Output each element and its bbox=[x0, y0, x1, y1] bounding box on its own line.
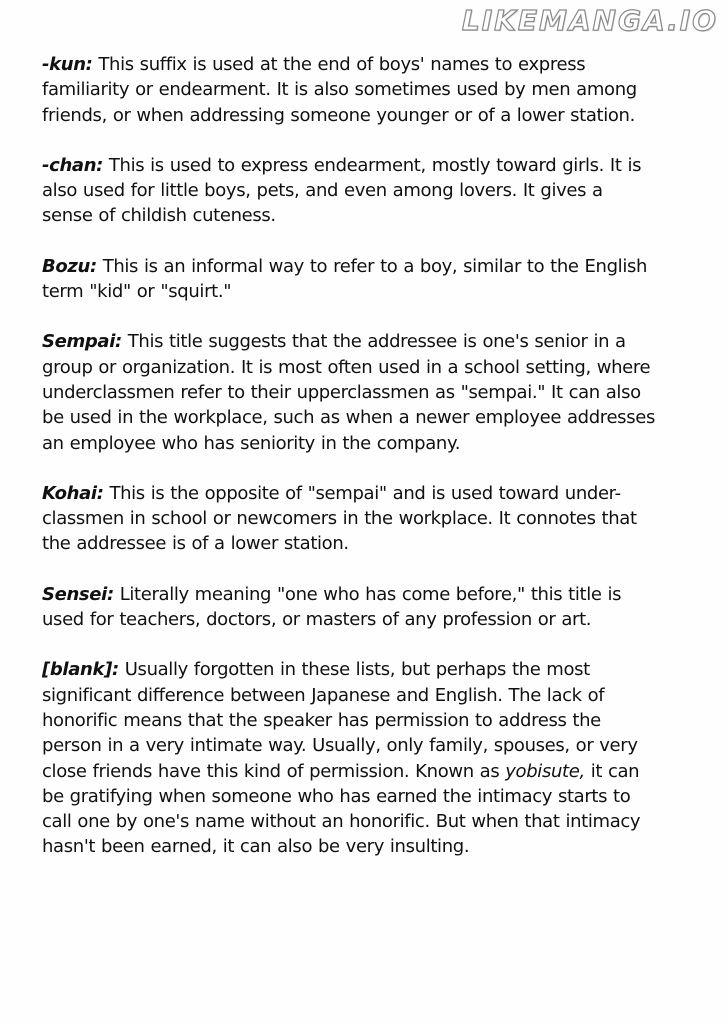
term-sempai: Sempai: bbox=[42, 331, 122, 353]
term-yobisute: yobisute, bbox=[505, 760, 585, 782]
definition-bozu: This is an informal way to refer to a boy, similar to the English term "kid" or "squirt." bbox=[42, 255, 648, 303]
definition-chan: This is used to express endearment, mostly toward girls. It is also used for little boys, pets, and even among lovers. It gives a sense of childish cuteness. bbox=[42, 154, 642, 227]
definition-sempai: This title suggests that the addressee is one's senior in a group or organization. It is most often used in a school setting, where underclassmen refer to their upperclassmen as "sempai." It can also be used in the workplace, such as when a newer employee addresses an employee who has seniority in the company. bbox=[42, 331, 655, 454]
glossary-entry-bozu bbox=[42, 254, 657, 305]
glossary-entry-blank bbox=[42, 657, 657, 859]
term-chan: -chan: bbox=[42, 154, 104, 176]
glossary-entry-sensei bbox=[42, 582, 657, 633]
term-bozu: Bozu: bbox=[42, 255, 97, 277]
glossary-entry-sempai bbox=[42, 329, 657, 455]
glossary-entry-kohai bbox=[42, 481, 657, 557]
watermark-logo: LIKEMANGA.IO bbox=[461, 4, 718, 37]
term-sensei: Sensei: bbox=[42, 583, 114, 605]
term-kun: -kun: bbox=[42, 54, 93, 75]
term-blank: [blank]: bbox=[42, 659, 119, 681]
glossary-entry-chan bbox=[42, 153, 657, 229]
definition-kun: This suffix is used at the end of boys' names to express familiarity or endearment. It is also sometimes used by men among friends, or when addressing someone younger or of a lower station. bbox=[42, 54, 637, 126]
definition-kohai: This is the opposite of "sempai" and is used toward under-classmen in school or newcomers in the workplace. It connotes that the addressee is of a lower station. bbox=[42, 482, 637, 555]
definition-blank-part-2: it can be gratifying when someone who has earned the intimacy starts to call one by one's name without an honorific. But when that intimacy hasn't been earned, it can also be very insulting. bbox=[42, 760, 641, 858]
definition-sensei: Literally meaning "one who has come before," this title is used for teachers, doctors, or masters of any profession or art. bbox=[42, 583, 622, 631]
term-kohai: Kohai: bbox=[42, 482, 104, 504]
glossary-entry-kun bbox=[42, 52, 657, 128]
definition-blank-part-1: Usually forgotten in these lists, but perhaps the most significant difference between Japanese and English. The lack of honorific means that the speaker has permission to address the person in a very intimate way. Usually, only family, spouses, or very close friends have this kind of permission. Known as bbox=[42, 659, 638, 782]
honorifics-glossary bbox=[42, 52, 657, 885]
